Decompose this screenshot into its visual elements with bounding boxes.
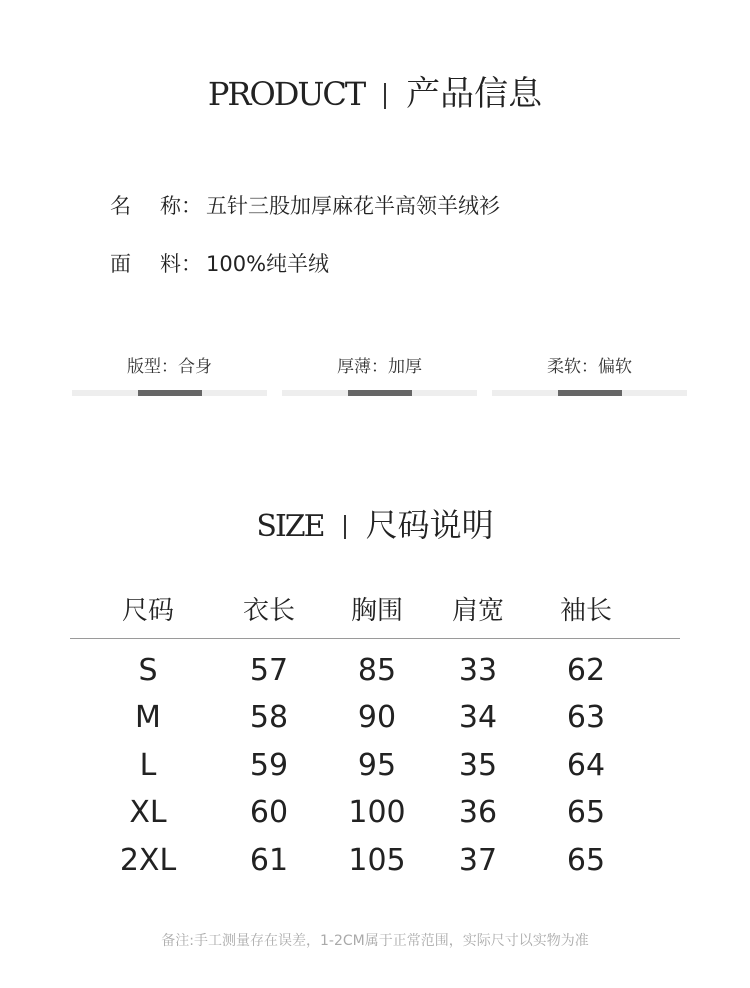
table-cell: 90 <box>357 700 397 736</box>
measurement-note: 备注:手工测量存在误差，1-2CM属于正常范围，实际尺寸以实物为准 <box>161 933 589 949</box>
table-cell: 57 <box>249 653 289 688</box>
table-row <box>70 835 680 882</box>
attribute-fit <box>72 352 267 402</box>
attribute-softness-indicator <box>558 390 622 396</box>
product-heading-en: PRODUCT <box>207 75 365 113</box>
attribute-thickness-value: 加厚 <box>388 357 422 377</box>
attribute-thickness-indicator <box>348 390 412 396</box>
attribute-thickness <box>282 352 477 402</box>
product-material-row <box>110 248 329 278</box>
attribute-softness-scale <box>492 390 687 396</box>
attribute-thickness-scale <box>282 390 477 396</box>
table-cell: 100 <box>348 795 406 831</box>
table-cell: L <box>139 747 157 783</box>
header-chest: 胸围 <box>350 596 403 626</box>
table-cell: 36 <box>458 795 498 831</box>
table-row <box>70 692 680 739</box>
attribute-softness-value: 偏软 <box>598 357 632 377</box>
table-row <box>70 787 680 834</box>
table-cell: 37 <box>458 842 498 878</box>
product-material-label: 面 料： <box>110 252 202 276</box>
size-table-body <box>70 639 680 882</box>
size-table-header <box>70 586 680 639</box>
product-section-heading <box>0 66 750 115</box>
table-cell: XL <box>129 795 167 831</box>
size-heading-cn: 尺码说明 <box>365 506 494 544</box>
table-cell: 65 <box>566 795 606 831</box>
size-table <box>70 586 680 882</box>
table-cell: 58 <box>249 700 289 736</box>
table-row <box>70 645 680 692</box>
heading-separator <box>384 83 386 109</box>
product-name-row <box>110 190 500 220</box>
header-sleeve: 袖长 <box>559 596 612 626</box>
product-name-value: 五针三股加厚麻花半高领羊绒衫 <box>206 194 500 218</box>
table-cell: 34 <box>458 700 498 736</box>
table-cell: 60 <box>249 795 289 831</box>
attribute-fit-scale <box>72 390 267 396</box>
table-cell: 85 <box>357 653 397 688</box>
table-cell: 59 <box>249 747 289 783</box>
table-cell: 62 <box>566 653 606 688</box>
table-cell: 33 <box>458 653 498 688</box>
attribute-fit-value: 合身 <box>178 357 212 377</box>
table-cell: M <box>135 700 161 736</box>
attribute-softness <box>492 352 687 402</box>
product-material-value: 100%纯羊绒 <box>206 252 330 276</box>
table-cell: 65 <box>566 842 606 878</box>
table-cell: 35 <box>458 747 498 783</box>
table-cell: 64 <box>566 747 606 783</box>
table-row <box>70 740 680 787</box>
attribute-thickness-label: 厚薄： <box>337 357 388 377</box>
header-shoulder: 肩宽 <box>451 596 504 626</box>
attribute-fit-label: 版型： <box>127 357 178 377</box>
table-cell: 63 <box>566 700 606 736</box>
product-heading-cn: 产品信息 <box>406 74 543 114</box>
attribute-fit-indicator <box>138 390 202 396</box>
header-length: 衣长 <box>242 596 295 626</box>
table-cell: 61 <box>249 842 289 878</box>
size-heading-en: SIZE <box>256 509 324 544</box>
product-name-label: 名 称： <box>110 194 202 218</box>
header-size: 尺码 <box>121 596 174 626</box>
heading-separator <box>344 515 346 539</box>
table-cell: 2XL <box>119 842 177 878</box>
size-section-heading <box>0 500 750 546</box>
attribute-softness-label: 柔软： <box>547 357 598 377</box>
table-cell: 95 <box>357 747 397 783</box>
table-cell: 105 <box>348 842 406 878</box>
table-cell: S <box>138 653 158 688</box>
